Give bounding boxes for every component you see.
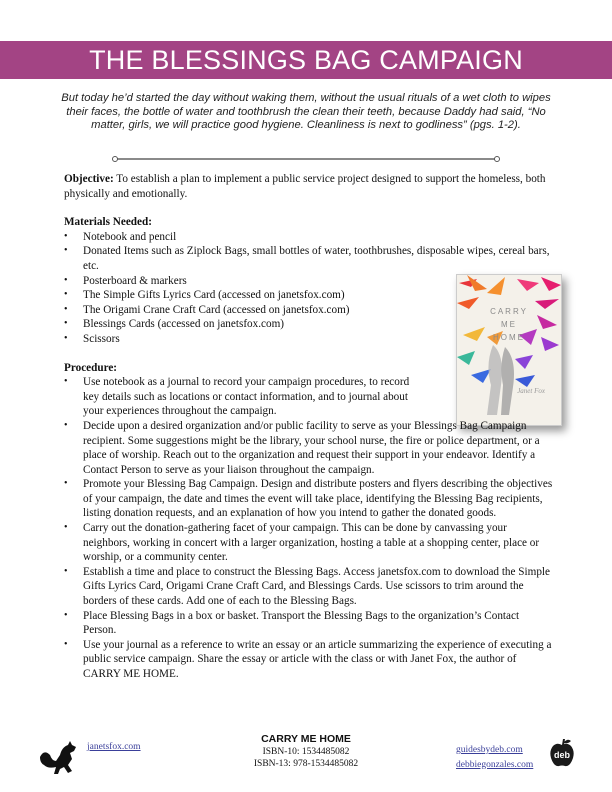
lesson-content bbox=[64, 172, 554, 696]
guidesbydeb-link[interactable]: guidesbydeb.com bbox=[456, 745, 523, 755]
list-item: • Blessings Cards (accessed on janetsfox.com) bbox=[64, 317, 554, 332]
debbiegonzales-link[interactable]: debbiegonzales.com bbox=[456, 759, 534, 770]
list-item: • Notebook and pencil bbox=[64, 230, 554, 245]
isbn-13: ISBN-13: 978-1534485082 bbox=[253, 759, 359, 769]
list-item: • Scissors bbox=[64, 332, 554, 347]
isbn-10: ISBN-10: 1534485082 bbox=[262, 747, 350, 757]
objective-section bbox=[64, 172, 554, 201]
list-item: • Use your journal as a reference to write an essay or an article summarizing the experience of executing a public service campaign. Share the essay or article with the class or with Janet Fox, the author of CARRY ME HOME. bbox=[64, 638, 554, 682]
list-item: • The Simple Gifts Lyrics Card (accessed on janetsfox.com) bbox=[64, 288, 554, 303]
objective-label: Objective: bbox=[64, 173, 114, 185]
fox-icon bbox=[38, 739, 82, 775]
materials-heading: Materials Needed: bbox=[64, 216, 152, 229]
procedure-heading: Procedure: bbox=[64, 361, 118, 374]
list-item: • Decide upon a desired organization and/or public facility to serve as your Blessings Bag Campaign recipient. Some suggestions might be the library, your school nurse, the fire or police department, or a place of worship. Reach out to the organization and request their support in your endeavor. Identify a Contact Person to serve as your liaison throughout the campaign. bbox=[64, 419, 554, 477]
author-links bbox=[456, 742, 533, 771]
title-banner bbox=[0, 41, 612, 79]
footer bbox=[0, 733, 612, 783]
list-item: • Carry out the donation-gathering facet of your campaign. This can be done by canvassing your neighbors, working in concert with a larger organization, hosting a table at a shopping center, place or worship, or a community center. bbox=[64, 521, 554, 565]
deb-apple-logo-icon bbox=[549, 738, 575, 768]
list-item: • Establish a time and place to construct the Blessing Bags. Access janetsfox.com to download the Simple Gifts Lyrics Card, Origami Crane Craft Card, and Blessings Cards. Use scissors to trim around the borders of these cards. Add one of each to the Blessing Bags. bbox=[64, 565, 554, 609]
divider bbox=[116, 158, 496, 160]
footer-book-title: CARRY ME HOME bbox=[261, 733, 351, 745]
procedure-list bbox=[64, 375, 554, 681]
list-item: • The Origami Crane Craft Card (accessed on janetsfox.com) bbox=[64, 303, 554, 318]
list-item: • Use notebook as a journal to record your campaign procedures, to record key details such as locations or contact information, and to journal about your experiences throughout the campaign. bbox=[64, 375, 423, 419]
list-item: • Donated Items such as Ziplock Bags, small bottles of water, toothbrushes, disposable wipes, cereal bars, etc. bbox=[64, 244, 554, 273]
janetsfox-link[interactable]: janetsfox.com bbox=[87, 742, 141, 752]
materials-section bbox=[64, 215, 554, 346]
page-title: THE BLESSINGS BAG CAMPAIGN bbox=[89, 44, 523, 75]
book-cover-title: CARRY ME HOME bbox=[490, 307, 528, 342]
list-item: • Place Blessing Bags in a box or basket. Transport the Blessing Bags to the organization’s Contact Person. bbox=[64, 609, 554, 638]
book-info bbox=[206, 733, 406, 770]
list-item: • Posterboard & markers bbox=[64, 274, 554, 289]
list-item: • Promote your Blessing Bag Campaign. Design and distribute posters and flyers describing the objectives of your campaign, the date and times the event will take place, identifying the Blessing Bag recipients, listing donation requests, and an explanation of how you intend to gather the donated goods. bbox=[64, 477, 554, 521]
book-quote: But today he’d started the day without waking them, without the usual rituals of a wet cloth to wipes their faces, the bottle of water and toothbrush the clean their teeth, because Daddy had said, “No matter, girls, we will practice good hygiene. Cleanliness is next to godliness” (pgs. 1-2). bbox=[61, 92, 551, 132]
procedure-section bbox=[64, 361, 554, 682]
book-cover-author: Janet Fox bbox=[517, 387, 545, 395]
svg-text:deb: deb bbox=[553, 750, 571, 760]
materials-list bbox=[64, 230, 554, 347]
objective-text: To establish a plan to implement a public service project designed to support the homeless, both physically and emotionally. bbox=[64, 173, 546, 200]
